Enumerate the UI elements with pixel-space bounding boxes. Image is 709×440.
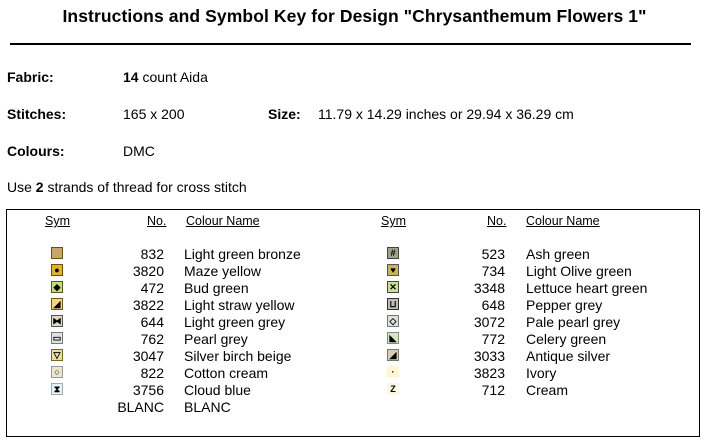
- header-name-left: Colour Name: [186, 214, 260, 228]
- dmc-number: 3047: [132, 348, 164, 364]
- colour-name: Cotton cream: [184, 365, 269, 381]
- stitch-symbol-icon: ♥: [387, 264, 399, 276]
- stitch-symbol-icon: ▭: [52, 333, 62, 343]
- header-no-right: No.: [487, 214, 507, 228]
- stitch-symbol-icon: ◢: [387, 349, 399, 361]
- header-sym-left: Sym: [45, 214, 70, 228]
- title-divider: [10, 43, 691, 45]
- stitch-symbol-icon: ·: [387, 366, 399, 378]
- colour-name: Lettuce heart green: [526, 280, 648, 296]
- colour-name: Cloud blue: [184, 382, 251, 398]
- colour-name: Cream: [526, 382, 569, 398]
- colour-name: Celery green: [526, 331, 607, 347]
- key-row: [7, 246, 699, 263]
- colour-name: Light Olive green: [526, 263, 632, 279]
- colour-name: Light straw yellow: [184, 297, 295, 313]
- stitch-symbol-icon: ◢: [51, 298, 63, 310]
- colour-name: Ash green: [526, 246, 590, 262]
- dmc-number: 712: [481, 382, 505, 398]
- colour-name: Pepper grey: [526, 297, 603, 313]
- dmc-number: 648: [481, 297, 505, 313]
- dmc-number: 734: [481, 263, 505, 279]
- usage-pre: Use: [7, 179, 36, 195]
- stitch-symbol-icon: ◣: [387, 332, 399, 344]
- colour-name: Silver birch beige: [184, 348, 292, 364]
- dmc-number: 3033: [473, 348, 505, 364]
- colour-name: Bud green: [184, 280, 249, 296]
- colour-name: Light green grey: [184, 314, 286, 330]
- header-name-right: Colour Name: [526, 214, 600, 228]
- colours-value: DMC: [123, 143, 155, 159]
- symbol-key-table: [6, 209, 700, 437]
- key-row: [7, 263, 699, 280]
- key-row: [7, 348, 699, 365]
- stitch-symbol-icon: ▽: [51, 349, 63, 361]
- colour-name: Ivory: [526, 365, 557, 381]
- dmc-number: 3072: [473, 314, 505, 330]
- stitch-symbol-icon: ◇: [387, 315, 399, 327]
- fabric-type: count Aida: [138, 69, 208, 85]
- dmc-number: 3822: [132, 297, 164, 313]
- dmc-number: 644: [140, 314, 164, 330]
- header-sym-right: Sym: [381, 214, 406, 228]
- dmc-number: 3756: [132, 382, 164, 398]
- stitches-value: 165 x 200: [123, 106, 185, 122]
- stitch-symbol-icon: Z: [387, 383, 399, 395]
- key-row: [7, 331, 699, 348]
- colour-name: BLANC: [184, 399, 231, 415]
- stitch-symbol-icon: ⧗: [51, 383, 63, 395]
- dmc-number: 3823: [473, 365, 505, 381]
- stitches-label: Stitches:: [7, 106, 67, 122]
- usage-note: [7, 179, 247, 195]
- stitch-symbol-icon: ○: [51, 366, 63, 378]
- key-row: [7, 314, 699, 331]
- dmc-number: 523: [481, 246, 505, 262]
- dmc-number: 762: [140, 331, 164, 347]
- page-title: Instructions and Symbol Key for Design "Chrysanthemum Flowers 1": [62, 6, 647, 26]
- dmc-number: 772: [481, 331, 505, 347]
- usage-post: strands of thread for cross stitch: [43, 179, 247, 195]
- key-row: [7, 365, 699, 382]
- fabric-count: 14: [123, 69, 139, 85]
- colour-name: Pale pearl grey: [526, 314, 621, 330]
- stitch-symbol-icon: ⧓: [52, 316, 62, 326]
- size-label: Size:: [268, 106, 301, 122]
- key-row: [7, 382, 699, 399]
- colours-label: Colours:: [7, 143, 65, 159]
- colour-name: Antique silver: [526, 348, 611, 364]
- fabric-value: [123, 69, 208, 85]
- stitch-symbol-icon: ◆: [51, 281, 63, 293]
- dmc-number: 3820: [132, 263, 164, 279]
- dmc-number: 3348: [473, 280, 505, 296]
- header-no-left: No.: [147, 214, 167, 228]
- dmc-number: 832: [140, 246, 164, 262]
- stitch-symbol-icon: ●: [51, 264, 63, 276]
- fabric-label: Fabric:: [7, 69, 54, 85]
- dmc-number: BLANC: [117, 399, 164, 415]
- stitch-symbol-icon: #: [387, 247, 399, 259]
- size-value: 11.79 x 14.29 inches or 29.94 x 36.29 cm: [318, 106, 574, 122]
- colour-name: Pearl grey: [184, 331, 248, 347]
- usage-strands: 2: [35, 179, 44, 195]
- dmc-number: 822: [140, 365, 164, 381]
- stitch-symbol-icon: ✕: [387, 281, 399, 293]
- stitch-symbol-icon: [51, 400, 63, 412]
- key-row: [7, 280, 699, 297]
- colour-name: Maze yellow: [184, 263, 262, 279]
- stitch-symbol-icon: ⊔: [387, 298, 399, 310]
- colour-name: Light green bronze: [184, 246, 301, 262]
- key-row: [7, 297, 699, 314]
- key-row: [7, 399, 699, 416]
- dmc-number: 472: [140, 280, 164, 296]
